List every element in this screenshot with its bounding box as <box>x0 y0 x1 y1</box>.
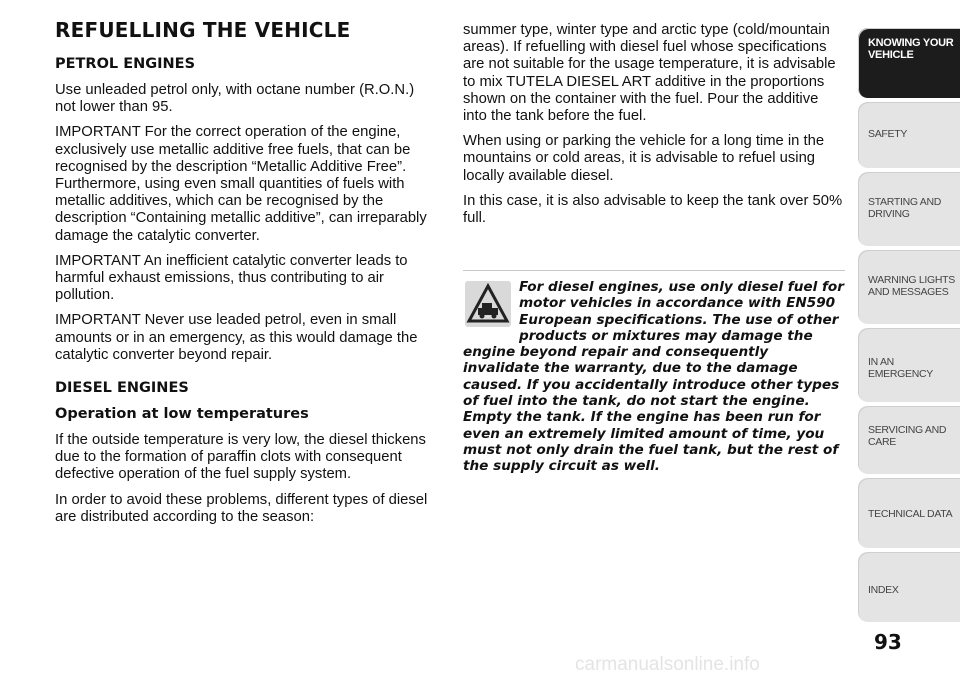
watermark: carmanualsonline.info <box>575 654 760 675</box>
tab-safety[interactable] <box>858 102 960 168</box>
tab-label: SAFETY <box>868 128 908 140</box>
paragraph: If the outside temperature is very low, the diesel thickens due to the formation of paraffin clots with consequent defective operation of the fuel supply system. <box>55 432 426 483</box>
diesel-heading: DIESEL ENGINES <box>55 380 189 397</box>
page-number: 93 <box>874 630 902 654</box>
warning-text: For diesel engines, use only diesel fuel for motor vehicles in accordance with EN590 European specifications. The use of other products or mixtures may damage the engine beyond repair and consequently invalidate the warranty, due to the damage caused. If you accidentally introduce other types of fuel into the tank, do not start the engine. Empty the tank. If the engine has been run for even an extremely limited amount of time, you must not only drain the fuel tank, but the rest of the supply circuit as well. <box>463 279 844 475</box>
tab-warning-lights[interactable] <box>858 250 960 324</box>
paragraph: In this case, it is also advisable to keep the tank over 50% full. <box>463 192 843 227</box>
right-column <box>463 22 843 235</box>
tab-in-an-emergency[interactable] <box>858 328 960 402</box>
paragraph: In order to avoid these problems, different types of diesel are distributed according to the season: <box>55 491 428 525</box>
tab-index[interactable] <box>858 552 960 622</box>
left-column <box>55 18 435 534</box>
paragraph: summer type, winter type and arctic type (cold/mountain areas). If refuelling with diesel fuel whose specifications are not suitable for the usage temperature, it is advisable to mix TUTELA DIESEL ART additive in the proportions shown on the container with the fuel. Pour the additive into the tank before the fuel. <box>463 22 836 125</box>
warning-box <box>463 270 845 475</box>
page-title: REFUELLING THE VEHICLE <box>55 18 351 42</box>
tab-starting-and-driving[interactable] <box>858 172 960 246</box>
warning-car-icon <box>465 281 511 327</box>
tab-label: STARTING AND DRIVING <box>868 196 942 220</box>
paragraph: IMPORTANT For the correct operation of the engine, exclusively use metallic additive free fuels, that can be recognised by the description “Metallic Additive Free”. Furthermore, using even small quantities of fuels with metallic additives, which can be recognised by the description “Containing metallic additive”, can irreparably damage the catalytic converter. <box>55 124 427 244</box>
tab-label: SERVICING AND CARE <box>868 424 947 448</box>
low-temp-heading: Operation at low temperatures <box>55 406 309 423</box>
tab-label: TECHNICAL DATA <box>868 508 953 520</box>
chapter-tabs <box>858 0 960 600</box>
paragraph: When using or parking the vehicle for a long time in the mountains or cold areas, it is advisable to refuel using locally available diesel. <box>463 133 825 184</box>
tab-label: KNOWING YOUR VEHICLE <box>868 37 954 61</box>
tab-technical-data[interactable] <box>858 478 960 548</box>
paragraph: Use unleaded petrol only, with octane number (R.O.N.) not lower than 95. <box>55 82 415 116</box>
paragraph: IMPORTANT Never use leaded petrol, even in small amounts or in an emergency, as this would damage the catalytic converter beyond repair. <box>55 312 418 363</box>
paragraph: IMPORTANT An inefficient catalytic converter leads to harmful exhaust emissions, thus contributing to air pollution. <box>55 252 408 304</box>
petrol-heading: PETROL ENGINES <box>55 56 196 72</box>
tab-knowing-your-vehicle[interactable] <box>858 28 960 98</box>
tab-label: IN AN EMERGENCY <box>868 356 933 380</box>
tab-servicing-and-care[interactable] <box>858 406 960 474</box>
tab-label: WARNING LIGHTS AND MESSAGES <box>868 274 955 298</box>
tab-label: INDEX <box>868 584 899 596</box>
divider <box>463 270 845 271</box>
